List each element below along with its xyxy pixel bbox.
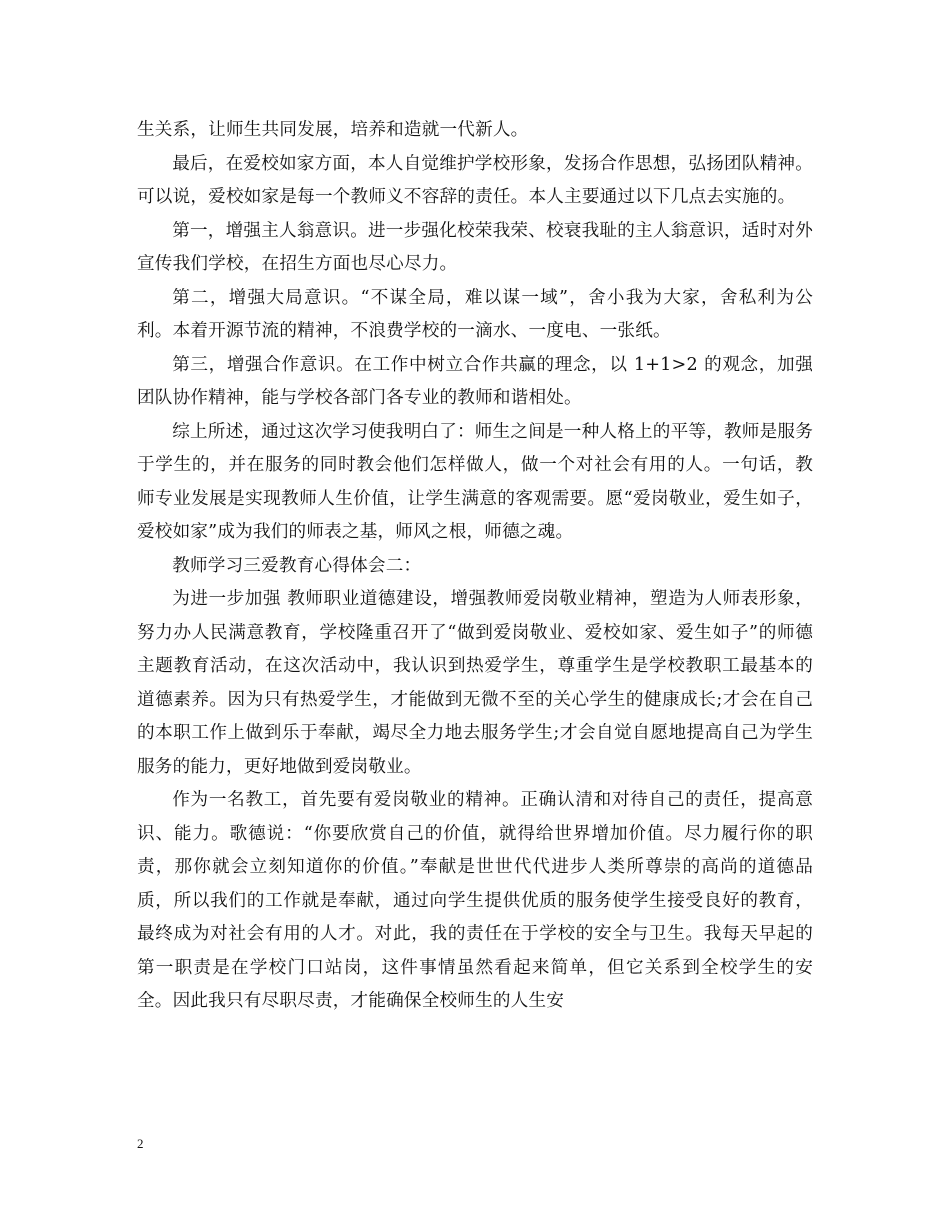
paragraph: 最后，在爱校如家方面，本人自觉维护学校形象，发扬合作思想，弘扬团队精神。可以说，爱校如家是每一个教师义不容辞的责任。本人主要通过以下几点去实施的。: [137, 153, 813, 207]
paragraph: 作为一名教工，首先要有爱岗敬业的精神。正确认清和对待自己的责任，提高意识、能力。歌德说：“你要欣赏自己的价值，就得给世界增加价值。尽力履行你的职责，那你就会立刻知道你的价值。”奉献是世世代代进步人类所尊崇的高尚的道德品质，所以我们的工作就是奉献，通过向学生提供优质的服务使学生接受良好的教育，最终成为对社会有用的人才。对此，我的责任在于学校的安全与卫生。我每天早起的第一职责是在学校门口站岗，这件事情虽然看起来简单，但它关系到全校学生的安全。因此我只有尽职尽责，才能确保全校师生的人生安: [137, 790, 813, 1011]
paragraph: 第二，增强大局意识。“不谋全局，难以谋一域”，舍小我为大家，舍私利为公利。本着开源节流的精神，不浪费学校的一滴水、一度电、一张纸。: [137, 287, 813, 341]
paragraph: 第三，增强合作意识。在工作中树立合作共赢的理念，以 1+1>2 的观念，加强团队协作精神，能与学校各部门各专业的教师和谐相处。: [137, 354, 813, 408]
document-body: [137, 114, 813, 1019]
paragraph: 综上所述，通过这次学习使我明白了：师生之间是一种人格上的平等，教师是服务于学生的，并在服务的同时教会他们怎样做人，做一个对社会有用的人。一句话，教师专业发展是实现教师人生价值，让学生满意的客观需要。愿“爱岗敬业，爱生如子， 爱校如家”成为我们的师表之基，师风之根，师德之魂。: [137, 421, 813, 542]
page-number: 2: [137, 1136, 144, 1151]
section-heading: 教师学习三爱教育心得体会二：: [172, 555, 422, 576]
paragraph: 生关系，让师生共同发展，培养和造就一代新人。: [137, 120, 529, 140]
paragraph: 第一，增强主人翁意识。进一步强化校荣我荣、校衰我耻的主人翁意识，适时对外宣传我们学校，在招生方面也尽心尽力。: [137, 220, 813, 274]
paragraph: 为进一步加强 教师职业道德建设，增强教师爱岗敬业精神，塑造为人师表形象，努力办人民满意教育，学校隆重召开了“做到爱岗敬业、爱校如家、爱生如子”的师德主题教育活动，在这次活动中，我认识到热爱学生，尊重学生是学校教职工最基本的道德素养。因为只有热爱学生，才能做到无微不至的关心学生的健康成长;才会在自己的本职工作上做到乐于奉献，竭尽全力地去服务学生;才会自觉自愿地提高自己为学生服务的能力，更好地做到爱岗敬业。: [137, 589, 813, 777]
